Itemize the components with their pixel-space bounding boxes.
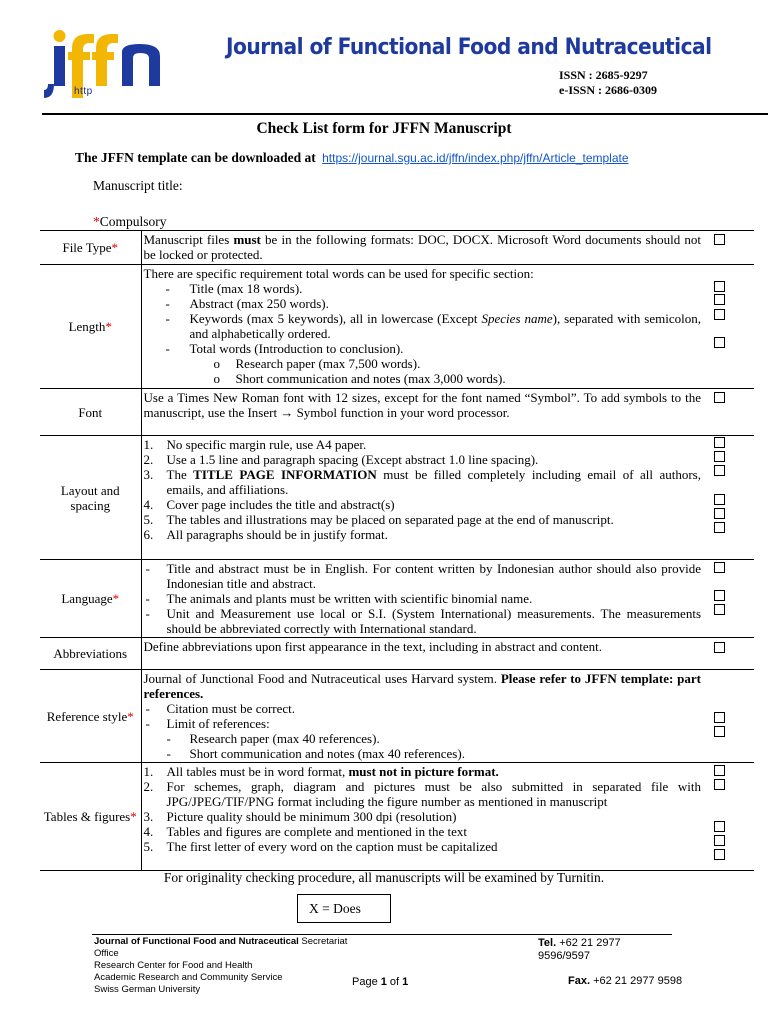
footer-line: Research Center for Food and Health xyxy=(94,960,253,971)
template-download-link[interactable]: https://journal.sgu.ac.id/jffn/index.php/jffn/Article_template xyxy=(322,151,629,165)
manuscript-title-label: Manuscript title: xyxy=(93,178,183,193)
row-label: Tables & figures* xyxy=(40,763,141,871)
row-label: Layout and spacing xyxy=(40,436,141,560)
list-sub-item: o Research paper (max 7,500 words). xyxy=(213,356,421,371)
row-label: File Type* xyxy=(40,231,141,265)
row-content xyxy=(141,670,709,763)
row-label: Length* xyxy=(40,265,141,389)
compulsory-note xyxy=(93,214,167,229)
row-content: Define abbreviations upon first appearance in the text, including in abstract and content. xyxy=(141,638,709,670)
row-font xyxy=(40,389,754,436)
checkbox[interactable] xyxy=(714,849,725,860)
row-file-type xyxy=(40,231,754,265)
required-star: * xyxy=(112,591,120,606)
checkbox[interactable] xyxy=(714,562,725,573)
checkbox[interactable] xyxy=(714,779,725,790)
list-item: - Citation must be correct. xyxy=(145,701,296,716)
required-star: * xyxy=(111,240,119,255)
row-checkboxes xyxy=(709,436,754,560)
list-item: 6. All paragraphs should be in justify format. xyxy=(143,527,388,542)
checkbox[interactable] xyxy=(714,821,725,832)
footer-org: Journal of Functional Food and Nutraceutical Secretariat Office xyxy=(94,936,348,959)
checkbox[interactable] xyxy=(714,604,725,615)
required-star: * xyxy=(127,708,134,724)
list-item: 2. Use a 1.5 line and paragraph spacing (Except abstract 1.0 line spacing). xyxy=(143,452,539,467)
row-length xyxy=(40,265,754,389)
list-item: 5. The first letter of every word on the caption must be capitalized xyxy=(143,839,498,854)
journal-name: Journal of Functional Food and Nutraceutical xyxy=(226,35,712,60)
jffn-logo-mark xyxy=(44,26,184,102)
checkbox[interactable] xyxy=(714,451,725,462)
eissn: e-ISSN : 2686-0309 xyxy=(559,83,657,97)
logo-url-fragment: http xyxy=(74,86,93,97)
length-intro: There are specific requirement total words can be used for specific section: xyxy=(143,266,534,281)
row-content xyxy=(141,265,709,389)
checkbox[interactable] xyxy=(714,765,725,776)
list-item: 4. Tables and figures are complete and mentioned in the text xyxy=(143,824,468,839)
list-item: 3. Picture quality should be minimum 300 dpi (resolution) xyxy=(143,809,457,824)
list-item: 2. For schemes, graph, diagram and pictures must be also submitted in separated file with JPG/JPEG/TIF/PNG format including the figure number as mentioned in manuscript xyxy=(143,779,701,809)
row-content xyxy=(141,763,709,871)
page-number: Page 1 of 1 xyxy=(352,976,409,988)
checkbox[interactable] xyxy=(714,726,725,737)
required-star: * xyxy=(105,319,112,334)
list-item: - Limit of references: xyxy=(145,716,270,731)
checkbox[interactable] xyxy=(714,712,725,723)
checkbox[interactable] xyxy=(714,234,725,245)
checkbox[interactable] xyxy=(714,281,725,292)
checkbox[interactable] xyxy=(714,522,725,533)
row-checkboxes xyxy=(709,389,754,436)
legend-box: X = Does xyxy=(297,894,391,923)
checkbox[interactable] xyxy=(714,337,725,348)
checkbox[interactable] xyxy=(714,294,725,305)
list-item: - Unit and Measurement use local or S.I. (System International) measurements. The measurements should be abbreviated correctly with International standard. xyxy=(145,606,701,636)
row-abbreviations xyxy=(40,638,754,670)
checkbox[interactable] xyxy=(714,642,725,653)
list-sub-item: o Short communication and notes (max 3,000 words). xyxy=(213,371,506,386)
list-item: - Abstract (max 250 words). xyxy=(165,296,329,311)
footer-telephone: Tel. +62 21 2977 9596/9597 xyxy=(538,937,621,962)
reference-intro: Journal of Junctional Food and Nutraceutical uses Harvard system. Please refer to JFFN template: part references. xyxy=(143,671,702,701)
list-sub-item: - Short communication and notes (max 40 references). xyxy=(166,746,465,761)
checkbox[interactable] xyxy=(714,437,725,448)
checkbox[interactable] xyxy=(714,494,725,505)
row-checkboxes xyxy=(709,231,754,265)
list-item: - Title and abstract must be in English. For content written by Indonesian author should also provide Indonesian title and abstract. xyxy=(145,561,701,591)
checklist-table xyxy=(40,230,754,871)
download-line xyxy=(75,149,629,167)
form-title: Check List form for JFFN Manuscript xyxy=(256,120,512,137)
row-reference-style xyxy=(40,670,754,763)
compulsory-label: Compulsory xyxy=(99,214,167,229)
required-star: * xyxy=(93,214,100,229)
row-content: Use a Times New Roman font with 12 sizes, except for the font named “Symbol”. To add symbols to the manuscript, use the Insert → Symbol function in your word processor. xyxy=(141,389,709,436)
row-layout xyxy=(40,436,754,560)
list-sub-item: - Research paper (max 40 references). xyxy=(166,731,380,746)
footer-line: Swiss German University xyxy=(94,984,201,995)
footer-address xyxy=(94,936,354,996)
list-item: - The animals and plants must be written with scientific binomial name. xyxy=(145,591,533,606)
row-label: Font xyxy=(40,389,141,436)
list-item: 3. The TITLE PAGE INFORMATION must be filled completely including email of all authors, emails, and affiliations. xyxy=(143,467,701,497)
checkbox[interactable] xyxy=(714,465,725,476)
list-item: 4. Cover page includes the title and abstract(s) xyxy=(143,497,395,512)
list-item: - Keywords (max 5 keywords), all in lowercase (Except Species name), separated with semicolon, and alphabetically ordered. xyxy=(165,311,701,341)
row-language xyxy=(40,560,754,638)
row-checkboxes xyxy=(709,670,754,763)
required-star: * xyxy=(130,809,137,824)
checkbox[interactable] xyxy=(714,309,725,320)
row-content: Manuscript files must be in the following formats: DOC, DOCX. Microsoft Word documents should not be locked or protected. xyxy=(141,231,709,265)
list-item: 5. The tables and illustrations may be placed on separated page at the end of manuscript. xyxy=(143,512,614,527)
footer-divider xyxy=(92,934,672,935)
row-checkboxes xyxy=(709,638,754,670)
header-divider xyxy=(42,113,768,115)
list-item: 1. All tables must be in word format, must not in picture format. xyxy=(143,764,499,779)
row-checkboxes xyxy=(709,265,754,389)
turnitin-note: For originality checking procedure, all manuscripts will be examined by Turnitin. xyxy=(163,870,605,885)
row-label: Abbreviations xyxy=(40,638,141,670)
checkbox[interactable] xyxy=(714,590,725,601)
list-item: - Total words (Introduction to conclusion). xyxy=(165,341,404,356)
issn-block xyxy=(559,68,699,98)
footer-line: Academic Research and Community Service xyxy=(94,972,283,983)
issn: ISSN : 2685-9297 xyxy=(559,68,648,82)
row-tables-figures xyxy=(40,763,754,871)
list-item: 1. No specific margin rule, use A4 paper. xyxy=(143,437,367,452)
footer-fax: Fax. +62 21 2977 9598 xyxy=(568,975,683,987)
row-content xyxy=(141,560,709,638)
checkbox[interactable] xyxy=(714,392,725,403)
row-checkboxes xyxy=(709,763,754,871)
row-content xyxy=(141,436,709,560)
list-item: - Title (max 18 words). xyxy=(165,281,303,296)
row-label: Reference style* xyxy=(40,670,141,763)
checkbox[interactable] xyxy=(714,835,725,846)
checkbox[interactable] xyxy=(714,508,725,519)
row-checkboxes xyxy=(709,560,754,638)
journal-logo xyxy=(44,26,184,102)
download-prefix: The JFFN template can be downloaded at xyxy=(75,150,316,165)
row-label: Language* xyxy=(40,560,141,638)
